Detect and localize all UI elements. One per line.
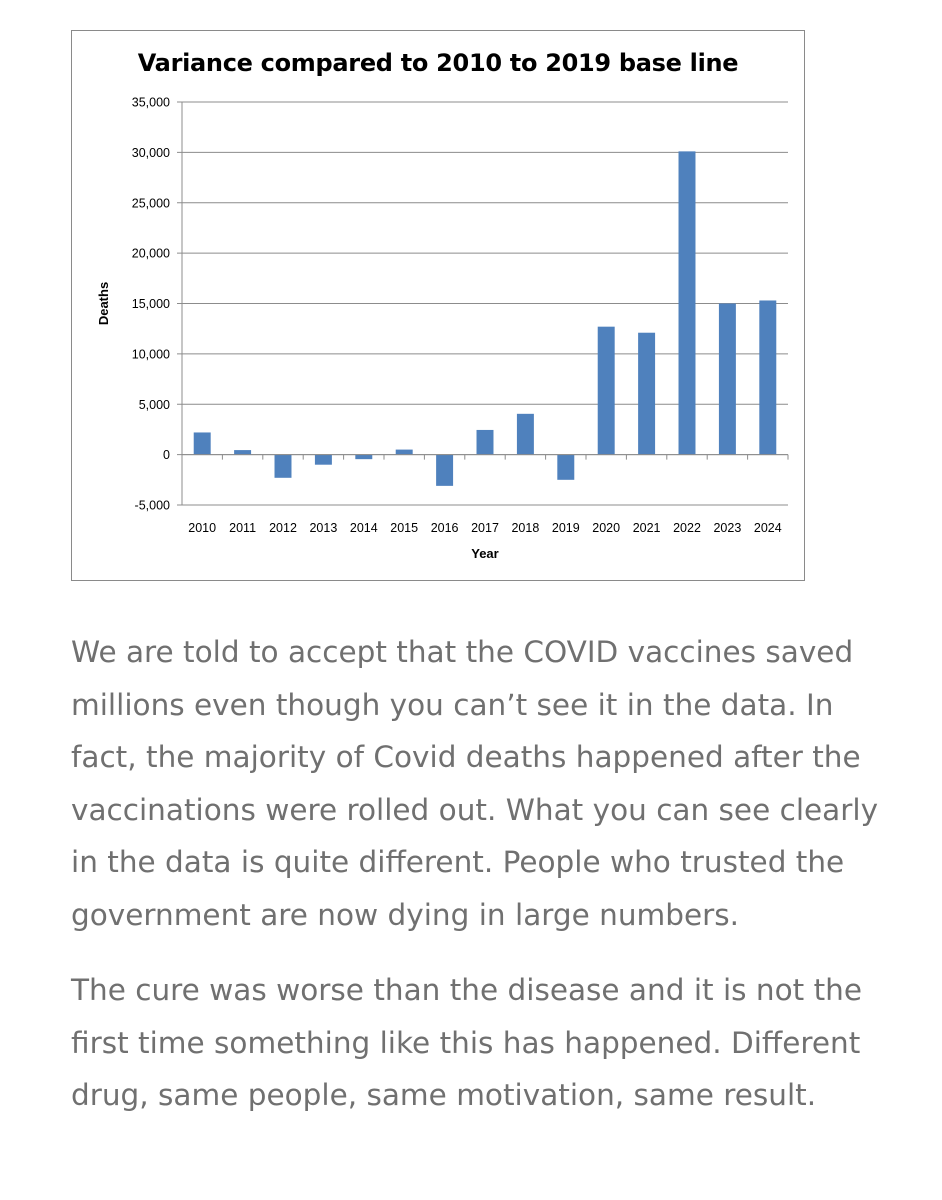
bar xyxy=(315,455,332,465)
bar xyxy=(759,300,776,454)
y-axis-title: Deaths xyxy=(96,281,111,326)
chart-container xyxy=(71,30,805,581)
x-tick-label: 2013 xyxy=(309,521,338,535)
article-paragraph-1: We are told to accept that the COVID vaccines saved millions even though you can’t see it in the data. In fact, the majority of Covid deaths happened after the vaccinations were rolled out. What you can see clearly in the data is quite different. People who trusted the government are now dying in large numbers. xyxy=(71,635,879,932)
x-tick-label: 2022 xyxy=(673,521,701,535)
y-tick-label: 25,000 xyxy=(131,196,170,211)
y-tick-label: 10,000 xyxy=(131,347,170,362)
x-tick-label: 2021 xyxy=(632,521,661,535)
bar xyxy=(598,327,615,455)
x-tick-label: 2011 xyxy=(229,521,257,535)
x-tick-label: 2010 xyxy=(188,521,217,535)
y-tick-label: 0 xyxy=(163,448,170,463)
y-tick-label: 5,000 xyxy=(138,397,170,412)
x-tick-label: 2016 xyxy=(430,521,459,535)
bar xyxy=(719,304,736,455)
x-tick-label: 2014 xyxy=(349,521,378,535)
x-tick-label: 2018 xyxy=(511,521,540,535)
bar xyxy=(355,455,372,460)
bar xyxy=(557,455,574,480)
x-tick-label: 2020 xyxy=(592,521,621,535)
x-tick-label: 2024 xyxy=(753,521,782,535)
y-tick-label: -5,000 xyxy=(134,498,170,513)
x-tick-label: 2017 xyxy=(471,521,499,535)
bar xyxy=(275,455,292,478)
chart-title: Variance compared to 2010 to 2019 base line xyxy=(137,49,739,77)
bar-chart xyxy=(72,31,804,580)
bar xyxy=(234,450,251,455)
article-paragraph-2: The cure was worse than the disease and it is not the first time something like this has happened. Different drug, same people, same motivation, same result. xyxy=(71,973,862,1112)
bar xyxy=(194,432,211,454)
x-axis-title: Year xyxy=(471,546,499,561)
y-tick-label: 15,000 xyxy=(131,297,170,311)
bar xyxy=(396,450,413,455)
y-tick-label: 20,000 xyxy=(131,246,170,261)
x-tick-label: 2015 xyxy=(390,521,419,535)
x-tick-label: 2019 xyxy=(551,521,580,535)
bar xyxy=(638,333,655,455)
article-body xyxy=(71,626,881,1145)
bar xyxy=(517,414,534,455)
bar xyxy=(477,430,494,455)
y-tick-label: 30,000 xyxy=(131,145,170,160)
x-tick-label: 2023 xyxy=(713,521,742,535)
bar xyxy=(679,151,696,454)
bar xyxy=(436,455,453,486)
y-tick-label: 35,000 xyxy=(131,95,170,110)
x-tick-label: 2012 xyxy=(269,521,297,535)
